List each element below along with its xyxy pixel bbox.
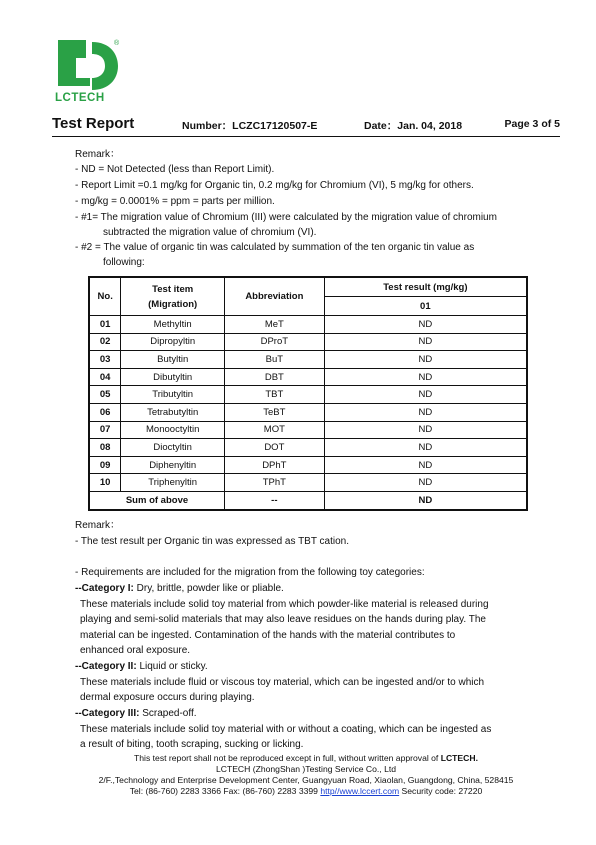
sum-abbr: -- xyxy=(225,491,325,509)
remark-line: - #2 = The value of organic tin was calculated by summation of the ten organic tin value as xyxy=(75,242,475,253)
category-3-desc: Scraped-off. xyxy=(139,708,197,719)
row-result: ND xyxy=(324,351,527,369)
row-result: ND xyxy=(324,456,527,474)
category-2-line: dermal exposure occurs during playing. xyxy=(80,692,255,703)
row-result: ND xyxy=(324,333,527,351)
row-item: Tributyltin xyxy=(121,386,225,404)
row-no: 09 xyxy=(89,456,121,474)
category-1-line: material can be ingested. Contamination of the hands with the material contributes to xyxy=(80,630,456,641)
row-item: Diphenyltin xyxy=(121,456,225,474)
page-number: Page 3 of 5 xyxy=(504,118,560,130)
row-item: Monooctyltin xyxy=(121,421,225,439)
header-divider xyxy=(52,136,560,137)
category-1-desc: Dry, brittle, powder like or pliable. xyxy=(133,583,284,594)
remark-heading: Remark： xyxy=(75,149,121,160)
category-3-line: a result of biting, tooth scraping, sucking or licking. xyxy=(80,739,304,750)
table-row xyxy=(89,386,527,404)
table-row xyxy=(89,474,527,492)
requirements-intro: - Requirements are included for the migration from the following toy categories: xyxy=(75,567,425,578)
row-item: Triphenyltin xyxy=(121,474,225,492)
header-abbreviation: Abbreviation xyxy=(225,277,325,316)
category-1 xyxy=(75,581,284,597)
row-result: ND xyxy=(324,474,527,492)
footer-phone-fax: Tel: (86-760) 2283 3366 Fax: (86-760) 2283 3399 xyxy=(129,786,321,796)
category-2 xyxy=(75,659,208,675)
category-3-line: These materials include solid toy material with or without a coating, which can be ingested as xyxy=(80,724,492,735)
category-2-line: These materials include fluid or viscous toy material, which can be ingested and/or to which xyxy=(80,677,485,688)
report-header xyxy=(52,115,560,135)
table-row xyxy=(89,368,527,386)
category-1-line: enhanced oral exposure. xyxy=(80,645,191,656)
row-item: Dibutyltin xyxy=(121,368,225,386)
report-number: Number：LCZC17120507-E xyxy=(182,120,318,132)
row-item: Methyltin xyxy=(121,316,225,334)
table-row xyxy=(89,333,527,351)
table-row xyxy=(89,316,527,334)
table-row xyxy=(89,456,527,474)
category-1-label: --Category I: xyxy=(75,583,134,594)
website-link[interactable]: http//www.lccert.com xyxy=(320,786,400,796)
row-no: 02 xyxy=(89,333,121,351)
row-no: 05 xyxy=(89,386,121,404)
row-no: 01 xyxy=(89,316,121,334)
row-result: ND xyxy=(324,316,527,334)
category-1-line: playing and semi-solid materials that may also leave residues on the hands during play. The xyxy=(80,614,486,625)
footer-contact xyxy=(52,786,560,797)
row-no: 08 xyxy=(89,439,121,457)
header-test-item-line2: (Migration) xyxy=(148,298,198,310)
sum-label: Sum of above xyxy=(89,491,225,509)
row-result: ND xyxy=(324,386,527,404)
row-item: Dipropyltin xyxy=(121,333,225,351)
row-no: 10 xyxy=(89,474,121,492)
remark-heading: Remark： xyxy=(75,520,121,531)
row-abbr: TeBT xyxy=(225,403,325,421)
row-abbr: DBT xyxy=(225,368,325,386)
remark-line: - ND = Not Detected (less than Report Limit). xyxy=(75,164,275,175)
category-1-line: These materials include solid toy material from which powder-like material is released during xyxy=(80,599,489,610)
remark-line: - The test result per Organic tin was expressed as TBT cation. xyxy=(75,536,350,547)
remark-line: following: xyxy=(103,257,145,268)
row-no: 04 xyxy=(89,368,121,386)
header-test-item xyxy=(121,277,225,316)
header-test-item-line1: Test item xyxy=(152,283,194,295)
remark-line: - #1= The migration value of Chromium (III) were calculated by the migration value of chromium xyxy=(75,212,497,223)
category-3-label: --Category III: xyxy=(75,708,140,719)
category-2-desc: Liquid or sticky. xyxy=(136,661,208,672)
row-abbr: DOT xyxy=(225,439,325,457)
row-no: 06 xyxy=(89,403,121,421)
table-row xyxy=(89,403,527,421)
row-abbr: DProT xyxy=(225,333,325,351)
row-result: ND xyxy=(324,403,527,421)
footer-security-code: Security code: 27220 xyxy=(399,786,483,796)
remark-line: - mg/kg = 0.0001% = ppm = parts per million. xyxy=(75,196,275,207)
table-header-row xyxy=(89,277,527,297)
results-table xyxy=(88,276,528,511)
row-no: 07 xyxy=(89,421,121,439)
table-row xyxy=(89,351,527,369)
footer-brand: LCTECH. xyxy=(440,753,478,763)
report-title: Test Report xyxy=(52,115,135,132)
table-row xyxy=(89,439,527,457)
category-3 xyxy=(75,706,197,722)
row-abbr: BuT xyxy=(225,351,325,369)
header-sample-id: 01 xyxy=(324,297,527,316)
category-2-label: --Category II: xyxy=(75,661,137,672)
row-abbr: TPhT xyxy=(225,474,325,492)
footer-address: 2/F.,Technology and Enterprise Development Center, Guangyuan Road, Xiaolan, Guangdong, China, 528415 xyxy=(98,775,514,785)
header-test-result: Test result (mg/kg) xyxy=(324,277,527,297)
report-date: Date：Jan. 04, 2018 xyxy=(364,120,463,132)
row-no: 03 xyxy=(89,351,121,369)
row-abbr: MOT xyxy=(225,421,325,439)
logo-text: LCTECH xyxy=(55,92,105,104)
sum-row xyxy=(89,491,527,509)
footer-disclaimer-text: This test report shall not be reproduced except in full, without written approval of xyxy=(134,753,441,763)
sum-result: ND xyxy=(324,491,527,509)
row-abbr: DPhT xyxy=(225,456,325,474)
footer-company: LCTECH (ZhongShan )Testing Service Co., Ltd xyxy=(215,764,397,774)
row-result: ND xyxy=(324,439,527,457)
row-item: Tetrabutyltin xyxy=(121,403,225,421)
registered-mark: ® xyxy=(114,40,120,47)
row-result: ND xyxy=(324,368,527,386)
row-result: ND xyxy=(324,421,527,439)
row-abbr: TBT xyxy=(225,386,325,404)
row-item: Dioctyltin xyxy=(121,439,225,457)
row-abbr: MeT xyxy=(225,316,325,334)
header-no: No. xyxy=(89,277,121,316)
remark-line: subtracted the migration value of chromium (VI). xyxy=(103,227,317,238)
footer-disclaimer xyxy=(52,753,560,764)
row-item: Butyltin xyxy=(121,351,225,369)
table-row xyxy=(89,421,527,439)
remark-line: - Report Limit =0.1 mg/kg for Organic tin, 0.2 mg/kg for Chromium (VI), 5 mg/kg for others. xyxy=(75,180,474,191)
